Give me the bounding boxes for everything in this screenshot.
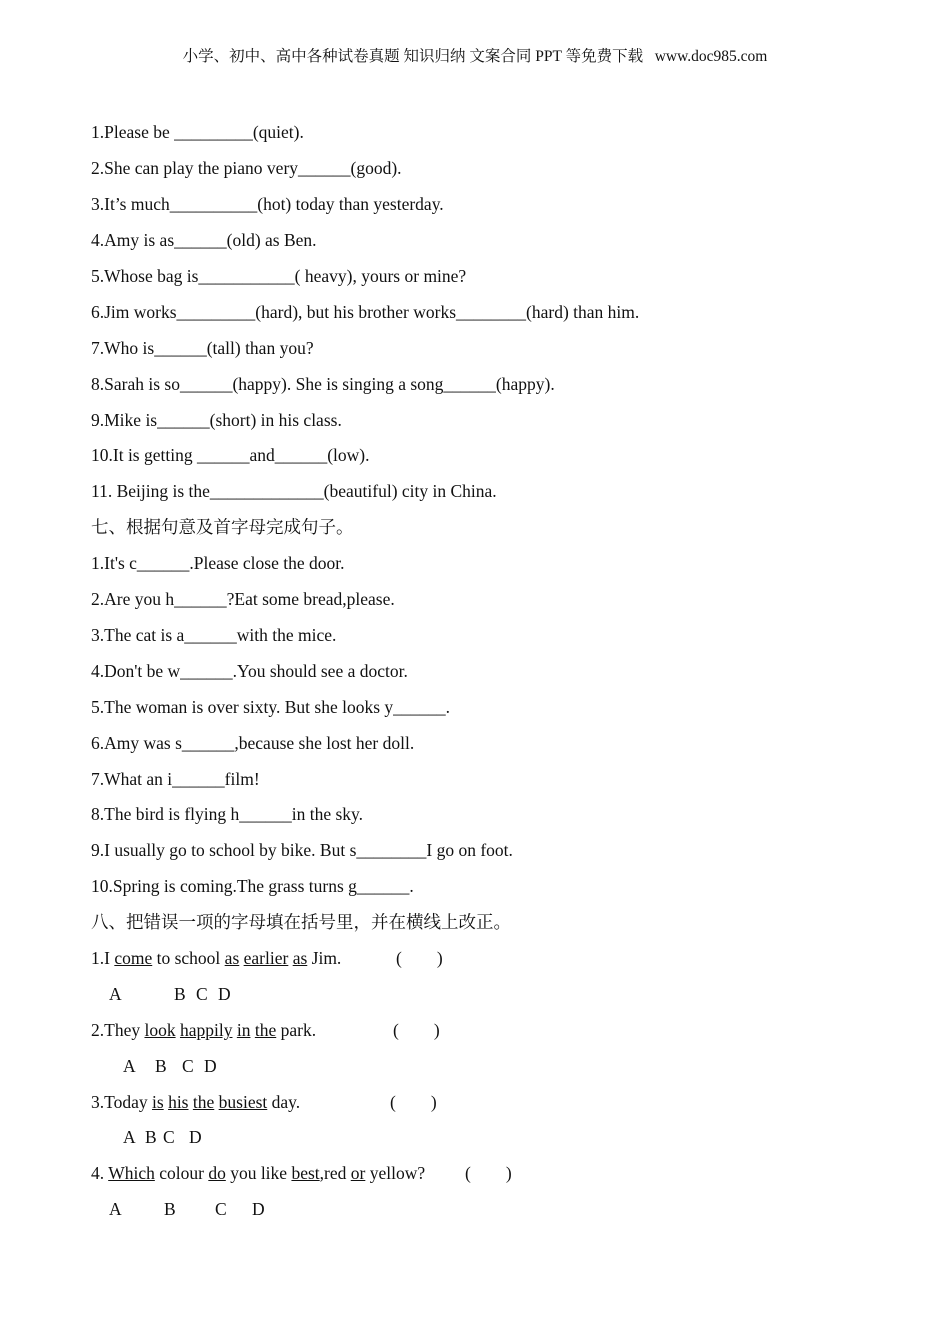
option-label: B	[155, 1056, 167, 1076]
option-label: D	[218, 984, 231, 1004]
option-label: C	[182, 1056, 194, 1076]
option-label: B	[164, 1199, 176, 1219]
option-label: D	[252, 1199, 265, 1219]
exercise-line: 5.The woman is over sixty. But she looks y______.	[91, 697, 451, 717]
option-label: C	[163, 1127, 175, 1147]
error-question: 1.I come to school as earlier as Jim.	[91, 948, 342, 968]
exercise-line: 7.Who is______(tall) than you?	[91, 338, 314, 358]
section-title: 七、根据句意及首字母完成句子。	[91, 517, 354, 537]
option-label: D	[189, 1127, 202, 1147]
exercise-line: 11. Beijing is the_____________(beautiful) city in China.	[91, 481, 497, 501]
exercise-line: 2.She can play the piano very______(good).	[91, 158, 402, 178]
answer-paren: ( )	[465, 1163, 512, 1183]
answer-paren: ( )	[390, 1092, 437, 1112]
exercise-line: 6.Jim works_________(hard), but his brother works________(hard) than him.	[91, 302, 640, 322]
exercise-line: 9.Mike is______(short) in his class.	[91, 410, 342, 430]
option-label: B	[174, 984, 186, 1004]
answer-paren: ( )	[396, 948, 443, 968]
option-label: A	[123, 1056, 136, 1076]
exercise-line: 1.Please be _________(quiet).	[91, 122, 304, 142]
error-question: 3.Today is his the busiest day.	[91, 1092, 301, 1112]
exercise-line: 3.It’s much__________(hot) today than yesterday.	[91, 194, 444, 214]
exercise-line: 4.Don't be w______.You should see a doctor.	[91, 661, 408, 681]
exercise-line: 4.Amy is as______(old) as Ben.	[91, 230, 317, 250]
option-label: A	[109, 984, 122, 1004]
exercise-line: 9.I usually go to school by bike. But s________I go on foot.	[91, 840, 513, 860]
exercise-line: 5.Whose bag is___________( heavy), yours or mine?	[91, 266, 467, 286]
exercise-line: 2.Are you h______?Eat some bread,please.	[91, 589, 395, 609]
option-label: B	[145, 1127, 157, 1147]
option-label: D	[204, 1056, 217, 1076]
section-title: 八、把错误一项的字母填在括号里，并在横线上改正。	[91, 912, 511, 932]
exercise-line: 1.It's c______.Please close the door.	[91, 553, 345, 573]
exercise-line: 7.What an i______film!	[91, 769, 260, 789]
exercise-line: 8.The bird is flying h______in the sky.	[91, 804, 364, 824]
error-question: 2.They look happily in the park.	[91, 1020, 317, 1040]
error-question: 4. Which colour do you like best,red or yellow?	[91, 1163, 426, 1183]
option-label: C	[215, 1199, 227, 1219]
exercise-line: 10.It is getting ______and______(low).	[91, 445, 370, 465]
answer-paren: ( )	[393, 1020, 440, 1040]
page-header: 小学、初中、高中各种试卷真题 知识归纳 文案合同 PPT 等免费下载 www.doc985.com	[182, 48, 768, 65]
option-label: A	[123, 1127, 136, 1147]
option-label: C	[196, 984, 208, 1004]
exercise-line: 6.Amy was s______,because she lost her doll.	[91, 733, 415, 753]
exercise-line: 3.The cat is a______with the mice.	[91, 625, 337, 645]
option-label: A	[109, 1199, 122, 1219]
exercise-line: 8.Sarah is so______(happy). She is singing a song______(happy).	[91, 374, 555, 394]
exercise-line: 10.Spring is coming.The grass turns g______.	[91, 876, 414, 896]
